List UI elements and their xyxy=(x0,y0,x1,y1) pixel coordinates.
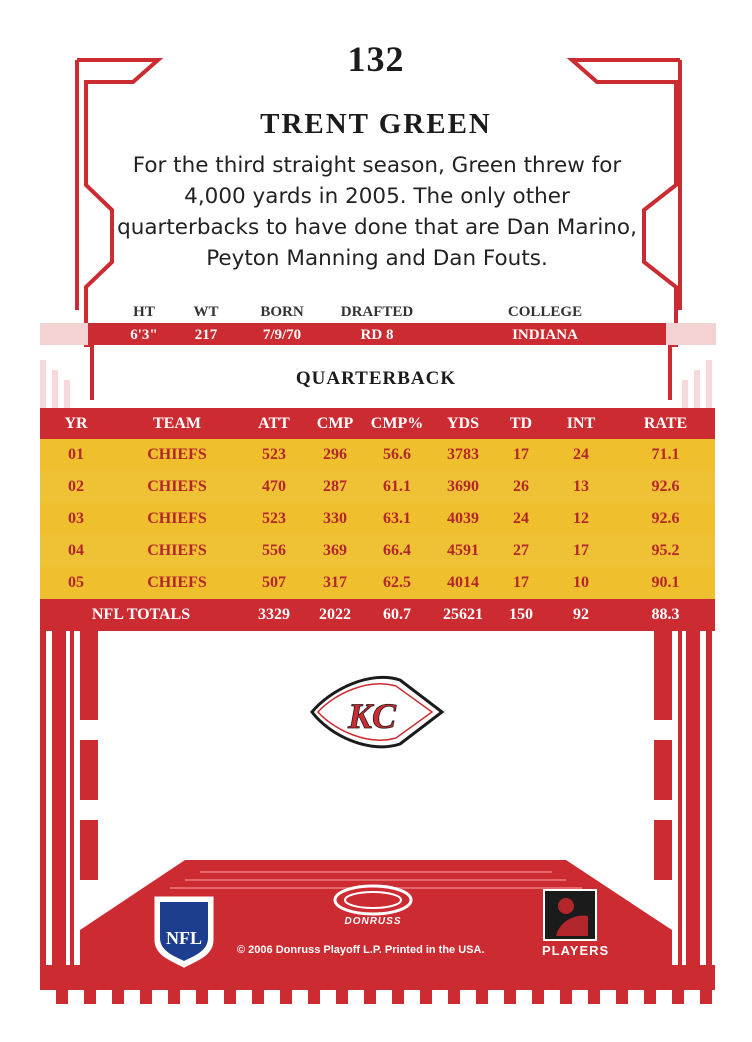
stats-cell: 61.1 xyxy=(383,478,411,495)
stats-cell: 66.4 xyxy=(383,542,411,559)
stats-total-yds: 25621 xyxy=(443,606,483,623)
stats-cell: 3783 xyxy=(447,446,479,463)
vitals-college-label: COLLEGE xyxy=(507,304,583,320)
stats-cell: 12 xyxy=(573,510,589,527)
stats-cell: 26 xyxy=(513,478,529,495)
stats-cell: CHIEFS xyxy=(147,446,207,463)
stats-total-cmp: 2022 xyxy=(319,606,351,623)
stats-cell: 296 xyxy=(323,446,347,463)
stats-header-att: ATT xyxy=(258,414,290,432)
stats-cell: 523 xyxy=(262,510,286,527)
stats-cell: CHIEFS xyxy=(147,542,207,559)
donruss-logo-text: DONRUSS xyxy=(344,916,402,927)
stats-cell: 523 xyxy=(262,446,286,463)
vitals-ht-label: HT xyxy=(133,304,155,320)
stats-cell: 63.1 xyxy=(383,510,411,527)
stats-cell: CHIEFS xyxy=(147,510,207,527)
stats-cell: 4591 xyxy=(447,542,479,559)
stats-cell: 92.6 xyxy=(651,478,680,495)
stats-row xyxy=(40,567,715,599)
stats-row xyxy=(40,535,715,567)
stats-cell: 27 xyxy=(513,542,529,559)
stats-header-cmp-pct: CMP% xyxy=(370,414,424,432)
chiefs-logo-text: KC xyxy=(347,696,397,736)
stats-cell: 287 xyxy=(323,478,347,495)
chiefs-arrowhead-logo xyxy=(312,677,442,746)
stats-cell: 4014 xyxy=(447,574,479,591)
stats-header-rate: RATE xyxy=(643,414,688,432)
players-inc-logo xyxy=(544,890,596,940)
stats-cell: 330 xyxy=(323,510,347,527)
stats-row xyxy=(40,503,715,535)
stats-header-team: TEAM xyxy=(153,414,201,432)
stats-totals-label: NFL TOTALS xyxy=(91,606,191,623)
players-inc-text: PLAYERS xyxy=(542,943,610,958)
copyright-text: © 2006 Donruss Playoff L.P. Printed in the USA. xyxy=(237,944,485,956)
vitals-bar-right-ext xyxy=(666,323,716,345)
stats-cell: 24 xyxy=(573,446,589,463)
stats-cell: 369 xyxy=(323,542,347,559)
bottom-band xyxy=(40,965,715,990)
vitals-born-value: 7/9/70 xyxy=(262,327,302,343)
stats-cell: 317 xyxy=(323,574,347,591)
stats-cell: 556 xyxy=(262,542,286,559)
stats-cell: CHIEFS xyxy=(147,574,207,591)
stats-cell: 05 xyxy=(68,574,84,591)
bottom-teeth xyxy=(56,990,712,1004)
stats-cell: CHIEFS xyxy=(147,478,207,495)
vitals-wt-label: WT xyxy=(193,304,219,320)
stats-cell: 4039 xyxy=(447,510,479,527)
stats-cell: 03 xyxy=(68,510,84,527)
stats-cell: 3690 xyxy=(447,478,479,495)
stats-cell: 62.5 xyxy=(383,574,411,591)
vitals-bar-left-ext xyxy=(40,323,88,345)
position-label: QUARTERBACK xyxy=(295,368,457,389)
stats-totals-row xyxy=(40,599,715,631)
stats-cell: 04 xyxy=(68,542,84,559)
stats-total-td: 150 xyxy=(509,606,533,623)
stats-total-int: 92 xyxy=(573,606,589,623)
card-number: 132 xyxy=(347,39,405,79)
vitals-born-label: BORN xyxy=(260,304,304,320)
vitals-drafted-value: RD 8 xyxy=(360,327,394,343)
stats-total-rate: 88.3 xyxy=(651,606,680,623)
stats-row xyxy=(40,439,715,471)
stats-cell: 90.1 xyxy=(651,574,680,591)
stats-cell: 95.2 xyxy=(651,542,680,559)
stats-header-yr: YR xyxy=(64,414,88,432)
stats-total-att: 3329 xyxy=(258,606,290,623)
stats-cell: 02 xyxy=(68,478,84,495)
vitals-drafted-label: DRAFTED xyxy=(340,304,414,320)
stats-cell: 17 xyxy=(513,446,529,463)
vitals-college-value: INDIANA xyxy=(512,327,578,343)
stats-row xyxy=(40,471,715,503)
stats-cell: 71.1 xyxy=(651,446,680,463)
stats-header-int: INT xyxy=(566,414,596,432)
stats-header-cmp: CMP xyxy=(316,414,354,432)
stats-cell: 470 xyxy=(262,478,286,495)
donruss-logo xyxy=(335,886,411,914)
stats-header-td: TD xyxy=(509,414,533,432)
stats-header-yds: YDS xyxy=(446,414,479,432)
player-name: TRENT GREEN xyxy=(260,108,492,140)
stats-cell: 92.6 xyxy=(651,510,680,527)
stats-total-cmp-pct: 60.7 xyxy=(383,606,411,623)
stats-cell: 01 xyxy=(68,446,84,463)
stats-cell: 56.6 xyxy=(383,446,411,463)
stats-cell: 24 xyxy=(513,510,529,527)
nfl-shield-logo xyxy=(156,898,212,966)
stats-table xyxy=(40,408,715,631)
vitals-wt-value: 217 xyxy=(194,327,218,343)
player-bio: For the third straight season, Green threw for 4,000 yards in 2005. The only other quarterbacks to have done that are Dan Marino, Peyton Manning and Dan Fouts. xyxy=(117,153,637,271)
stats-cell: 10 xyxy=(573,574,589,591)
vitals-ht-value: 6'3" xyxy=(130,327,158,343)
stats-cell: 17 xyxy=(573,542,589,559)
stats-header-row xyxy=(40,408,715,439)
stats-cell: 507 xyxy=(262,574,286,591)
stats-cell: 17 xyxy=(513,574,529,591)
stats-cell: 13 xyxy=(573,478,589,495)
nfl-shield-text: NFL xyxy=(166,928,202,948)
